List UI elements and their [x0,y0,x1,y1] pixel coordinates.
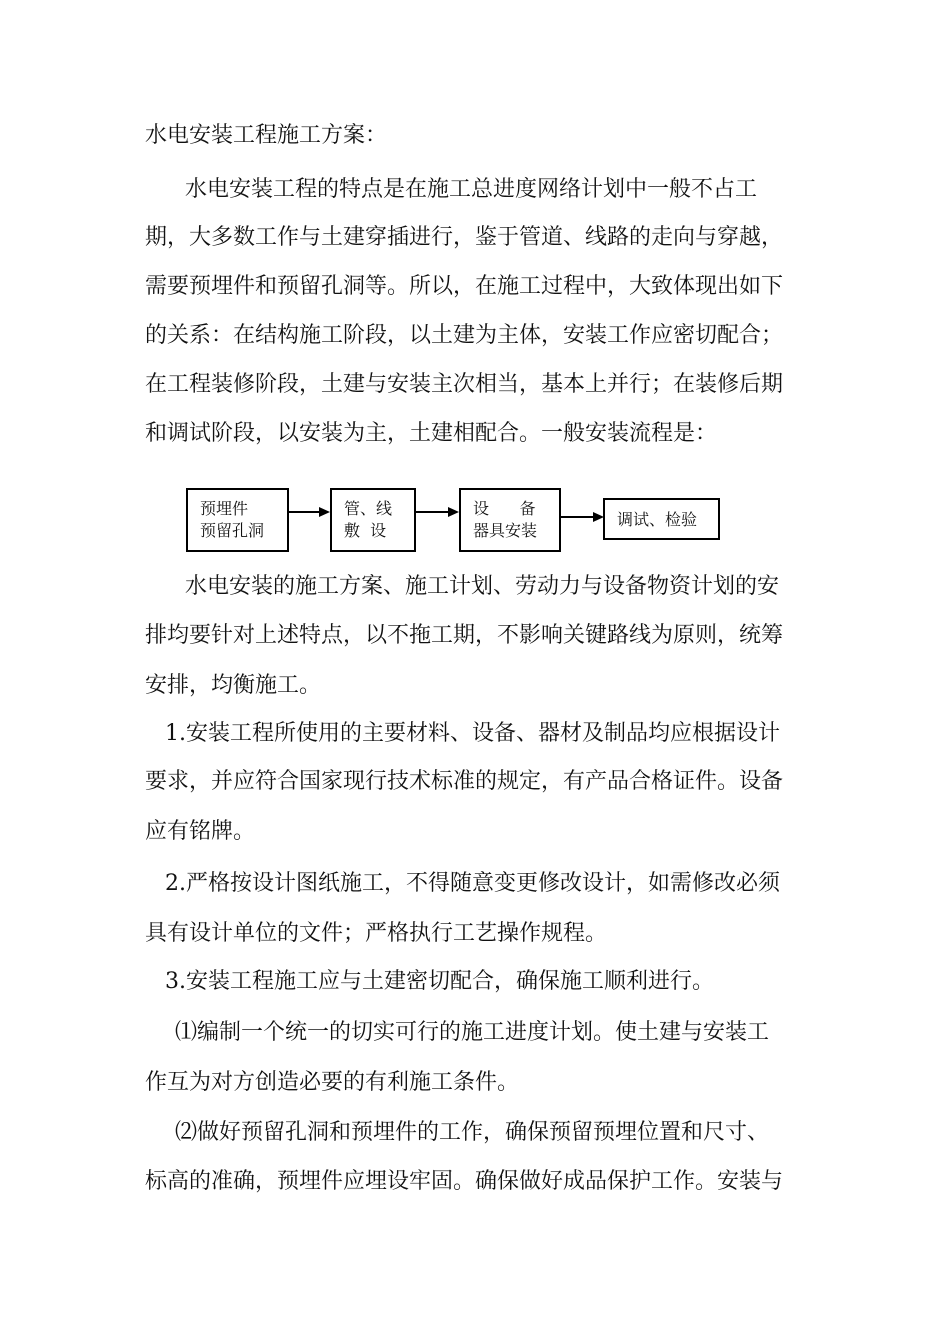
flow-arrow [416,505,460,519]
flow-step-text: 器具安装 [473,521,538,540]
flow-step-test [603,498,720,540]
list-item-line: 2.严格按设计图纸施工，不得随意变更修改设计，如需修改必须 [165,871,780,896]
sub-item-line: ⑵做好预留孔洞和预埋件的工作，确保预留预埋位置和尺寸、 [175,1120,770,1145]
list-item-line: 应有铭牌。 [145,819,256,844]
sub-item-line: 作互为对方创造必要的有利施工条件。 [145,1070,520,1095]
paragraph-line: 水电安装工程的特点是在施工总进度网络计划中一般不占工 [185,177,758,202]
paragraph-line: 和调试阶段，以安装为主，土建相配合。一般安装流程是： [145,421,718,446]
flow-arrow [289,505,331,519]
flow-step-text: 敷 设 [344,521,387,540]
flow-step-text: 设 备 [473,499,536,518]
flow-step-pipe-wire [330,488,416,552]
paragraph-line: 安排，均衡施工。 [145,673,322,698]
paragraph-line: 在工程装修阶段，土建与安装主次相当，基本上并行；在装修后期 [145,372,784,397]
flow-arrow [561,510,605,524]
paragraph-line: 需要预埋件和预留孔洞等。所以，在施工过程中，大致体现出如下 [145,274,784,299]
list-item-line: 要求，并应符合国家现行技术标准的规定，有产品合格证件。设备 [145,769,784,794]
sub-item-line: 标高的准确，预埋件应埋设牢固。确保做好成品保护工作。安装与 [145,1169,784,1194]
paragraph-line: 期，大多数工作与土建穿插进行，鉴于管道、线路的走向与穿越， [145,225,784,250]
list-item-line: 3.安装工程施工应与土建密切配合，确保施工顺利进行。 [165,969,714,994]
flow-step-equipment [459,488,561,552]
flow-step-text: 预留孔洞 [200,521,265,540]
paragraph-line: 水电安装的施工方案、施工计划、劳动力与设备物资计划的安 [185,574,780,599]
document-title: 水电安装工程施工方案： [145,123,388,148]
flow-step-text: 管、线 [344,499,393,518]
paragraph-line: 排均要针对上述特点，以不拖工期，不影响关键路线为原则，统筹 [145,623,784,648]
flow-step-embed [186,488,289,552]
list-item-line: 具有设计单位的文件；严格执行工艺操作规程。 [145,921,608,946]
sub-item-line: ⑴编制一个统一的切实可行的施工进度计划。使土建与安装工 [175,1020,770,1045]
list-item-line: 1.安装工程所使用的主要材料、设备、器材及制品均应根据设计 [165,721,780,746]
paragraph-line: 的关系：在结构施工阶段，以土建为主体，安装工作应密切配合； [145,323,784,348]
flow-step-text: 调试、检验 [617,510,698,529]
flow-step-text: 预埋件 [200,499,249,518]
